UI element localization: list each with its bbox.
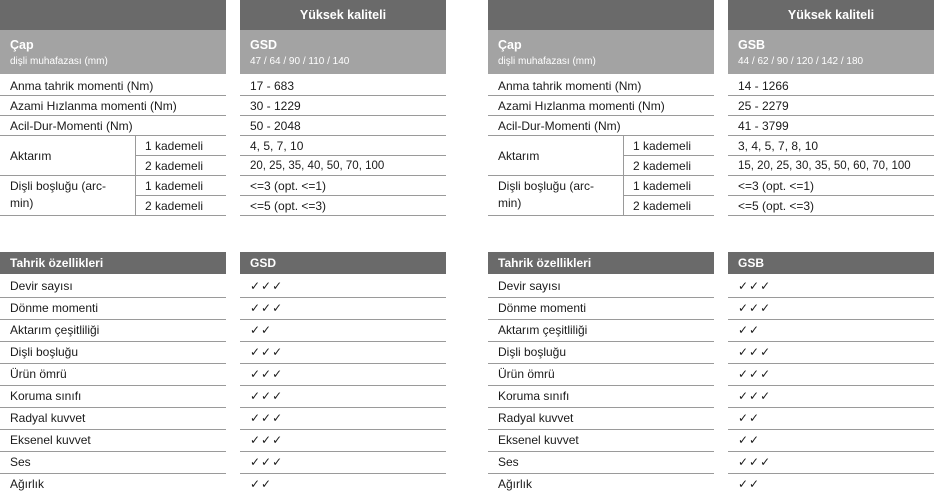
feature-rating: ✓✓✓ — [250, 455, 284, 469]
backlash-stage2: 2 kademeli — [145, 199, 204, 213]
spec-row-label: Anma tahrik momenti (Nm) — [498, 79, 642, 93]
row-divider — [728, 215, 934, 216]
feature-label: Koruma sınıfı — [10, 389, 82, 403]
feature-rating: ✓✓ — [250, 323, 273, 337]
ratio-label: Aktarım — [10, 149, 52, 163]
feature-label: Dişli boşluğu — [10, 345, 79, 359]
spec-row-value: 41 - 3799 — [738, 119, 789, 133]
features-header: Tahrik özellikleri — [488, 252, 714, 274]
feature-label: Devir sayısı — [498, 279, 561, 293]
spec-row-label: Azami Hızlanma momenti (Nm) — [10, 99, 177, 113]
feature-rating: ✓✓✓ — [250, 345, 284, 359]
backlash-label: Dişli boşluğu (arc-min) — [10, 179, 107, 210]
backlash-label: Dişli boşluğu (arc-min) — [498, 179, 595, 210]
feature-rating: ✓✓ — [738, 411, 761, 425]
feature-label: Dönme momenti — [10, 301, 99, 315]
feature-rating: ✓✓✓ — [738, 389, 772, 403]
row-divider — [488, 215, 714, 216]
feature-label: Ürün ömrü — [10, 367, 67, 381]
spec-row-value: 17 - 683 — [250, 79, 295, 93]
housing-label: dişli muhafazası (mm) — [498, 56, 596, 67]
feature-label: Eksenel kuvvet — [10, 433, 91, 447]
ratio-stage2: 2 kademeli — [633, 159, 692, 173]
feature-rating: ✓✓✓ — [250, 433, 284, 447]
spec-row-value: 30 - 1229 — [250, 99, 301, 113]
ratio-label: Aktarım — [498, 149, 540, 163]
feature-rating: ✓✓✓ — [250, 301, 284, 315]
features-model-header: GSD — [240, 252, 446, 274]
spec-row-label: Azami Hızlanma momenti (Nm) — [498, 99, 665, 113]
feature-label: Ses — [498, 455, 519, 469]
feature-rating: ✓✓ — [250, 477, 273, 491]
backlash-value-1: <=3 (opt. <=1) — [738, 179, 815, 193]
feature-rating: ✓✓✓ — [250, 367, 284, 381]
model-label: GSD — [250, 38, 278, 52]
backlash-stage1: 1 kademeli — [633, 179, 692, 193]
spec-row-label: Acil-Dur-Momenti (Nm) — [498, 119, 621, 133]
spec-row-value: 14 - 1266 — [738, 79, 789, 93]
feature-rating: ✓✓✓ — [738, 279, 772, 293]
feature-label: Ağırlık — [10, 477, 45, 491]
stage-divider — [135, 136, 136, 176]
ratio-stage2: 2 kademeli — [145, 159, 204, 173]
backlash-value-1: <=3 (opt. <=1) — [250, 179, 327, 193]
spec-row-label: Acil-Dur-Momenti (Nm) — [10, 119, 133, 133]
stage-divider — [135, 176, 136, 216]
sizes-label: 47 / 64 / 90 / 110 / 140 — [250, 56, 350, 67]
spec-row-label: Anma tahrik momenti (Nm) — [10, 79, 154, 93]
row-divider — [240, 215, 446, 216]
backlash-value-2: <=5 (opt. <=3) — [738, 199, 815, 213]
header-left-dark — [488, 0, 714, 30]
ratio-stage1: 1 kademeli — [145, 139, 204, 153]
stage-divider — [623, 136, 624, 176]
header-diameter — [488, 30, 714, 74]
spec-row-value: 50 - 2048 — [250, 119, 301, 133]
backlash-stage2: 2 kademeli — [633, 199, 692, 213]
feature-label: Ürün ömrü — [498, 367, 555, 381]
header-model — [728, 30, 934, 74]
feature-label: Ses — [10, 455, 31, 469]
feature-label: Eksenel kuvvet — [498, 433, 579, 447]
feature-rating: ✓✓✓ — [250, 279, 284, 293]
diameter-label: Çap — [498, 38, 522, 52]
feature-rating: ✓✓✓ — [250, 389, 284, 403]
ratio-value-2: 20, 25, 35, 40, 50, 70, 100 — [250, 160, 385, 172]
feature-rating: ✓✓✓ — [738, 345, 772, 359]
gsb-spec-panel — [488, 0, 934, 494]
header-quality: Yüksek kaliteli — [240, 0, 446, 30]
feature-label: Radyal kuvvet — [10, 411, 86, 425]
backlash-value-2: <=5 (opt. <=3) — [250, 199, 327, 213]
feature-label: Aktarım çeşitliliği — [498, 323, 588, 337]
header-left-dark — [0, 0, 226, 30]
diameter-label: Çap — [10, 38, 34, 52]
sizes-label: 44 / 62 / 90 / 120 / 142 / 180 — [738, 56, 864, 67]
gsd-spec-panel — [0, 0, 446, 494]
feature-rating: ✓✓✓ — [250, 411, 284, 425]
feature-label: Ağırlık — [498, 477, 533, 491]
feature-label: Devir sayısı — [10, 279, 73, 293]
ratio-stage1: 1 kademeli — [633, 139, 692, 153]
features-header: Tahrik özellikleri — [0, 252, 226, 274]
feature-label: Koruma sınıfı — [498, 389, 570, 403]
header-diameter — [0, 30, 226, 74]
ratio-value-1: 4, 5, 7, 10 — [250, 139, 304, 153]
feature-rating: ✓✓ — [738, 433, 761, 447]
spec-row-value: 25 - 2279 — [738, 99, 789, 113]
feature-rating: ✓✓✓ — [738, 455, 772, 469]
housing-label: dişli muhafazası (mm) — [10, 56, 108, 67]
feature-label: Dönme momenti — [498, 301, 587, 315]
features-model-header: GSB — [728, 252, 934, 274]
ratio-value-1: 3, 4, 5, 7, 8, 10 — [738, 139, 819, 153]
header-quality: Yüksek kaliteli — [728, 0, 934, 30]
feature-rating: ✓✓ — [738, 323, 761, 337]
feature-rating: ✓✓✓ — [738, 367, 772, 381]
backlash-stage1: 1 kademeli — [145, 179, 204, 193]
feature-label: Dişli boşluğu — [498, 345, 567, 359]
stage-divider — [623, 176, 624, 216]
feature-label: Radyal kuvvet — [498, 411, 574, 425]
feature-rating: ✓✓ — [738, 477, 761, 491]
feature-label: Aktarım çeşitliliği — [10, 323, 100, 337]
ratio-value-2: 15, 20, 25, 30, 35, 50, 60, 70, 100 — [738, 160, 911, 172]
row-divider — [0, 215, 226, 216]
feature-rating: ✓✓✓ — [738, 301, 772, 315]
header-model — [240, 30, 446, 74]
model-label: GSB — [738, 38, 766, 52]
